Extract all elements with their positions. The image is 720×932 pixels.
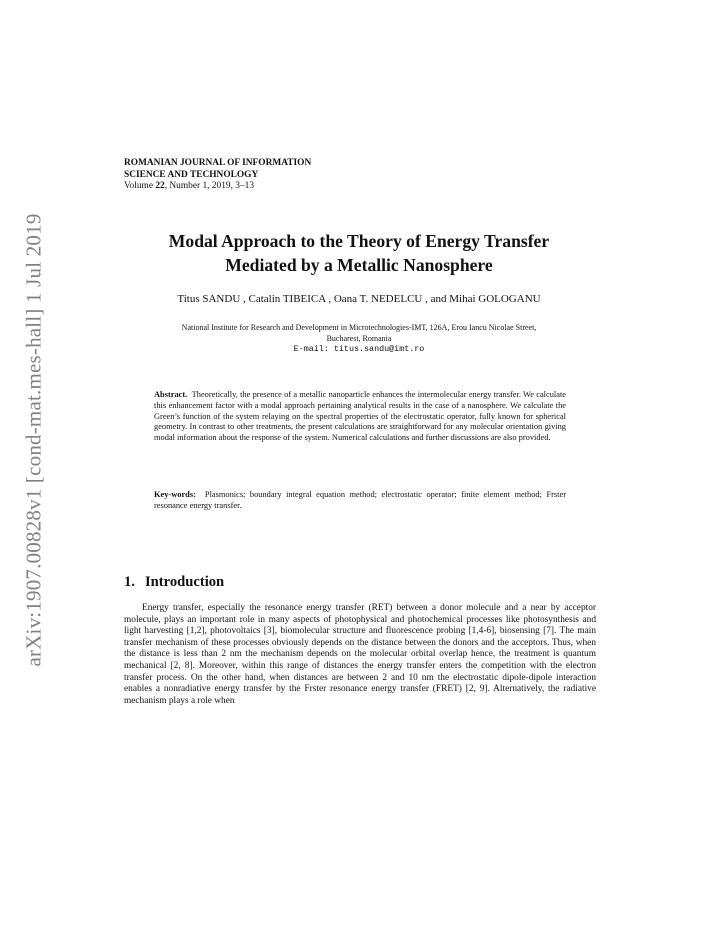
title-line2: Mediated by a Metallic Nanosphere bbox=[225, 254, 493, 275]
journal-volume bbox=[124, 181, 311, 193]
volume-number: 22 bbox=[155, 181, 165, 191]
affiliation bbox=[124, 322, 594, 355]
keywords bbox=[154, 490, 566, 512]
keywords-text: Plasmonics; boundary integral equation method; electrostatic operator; finite element method; Frster resonance energy transfer. bbox=[154, 490, 566, 510]
section-title: Introduction bbox=[144, 574, 225, 590]
affiliation-line2: Bucharest, Romania bbox=[326, 334, 392, 343]
contact-email: E-mail: titus.sandu@imt.ro bbox=[293, 344, 425, 354]
author-list: Titus SANDU , Catalin TIBEICA , Oana T. NEDELCU , and Mihai GOLOGANU bbox=[177, 293, 541, 305]
title-line1: Modal Approach to the Theory of Energy Transfer bbox=[168, 231, 550, 251]
section-heading-introduction bbox=[124, 574, 224, 591]
paper-title bbox=[124, 230, 594, 277]
volume-prefix: Volume bbox=[124, 181, 156, 191]
abstract-label: Abstract. bbox=[154, 390, 188, 399]
abstract bbox=[154, 390, 566, 444]
introduction-paragraph: Energy transfer, especially the resonance energy transfer (RET) between a donor molecule and a near by acceptor molecule, plays an important role in many aspects of photophysical and photochemical processes like photosynthesis and light harvesting [1,2], photovoltaics [3], biomolecular structure and fluorescence probing [1,4-6], biosensing [7]. The main transfer mechanism of these processes obviously depends on the distance between the donors and the acceptors. Thus, when the distance is less than 2 nm the mechanism depends on the molecular orbital overlap hence, the treatment is quantum mechanical [2, 8]. Moreover, within this range of distances the energy transfer enters the competition with the electron transfer process. On the other hand, when distances are between 2 and 10 nm the electrostatic dipole-dipole interaction enables a nonradiative energy transfer by the Frster resonance energy transfer (FRET) [2, 9]. Alternatively, the radiative mechanism plays a role when bbox=[124, 603, 596, 706]
section-number: 1. bbox=[124, 574, 135, 590]
keywords-label: Key-words: bbox=[154, 490, 196, 499]
journal-name-line1: ROMANIAN JOURNAL OF INFORMATION bbox=[124, 158, 312, 168]
volume-suffix: , Number 1, 2019, 3–13 bbox=[164, 181, 255, 191]
affiliation-line1: National Institute for Research and Development in Microtechnologies-IMT, 126A, Erou Iancu Nicolae Street, bbox=[181, 323, 537, 332]
journal-header bbox=[124, 158, 311, 193]
abstract-text: Theoretically, the presence of a metallic nanoparticle enhances the intermolecular energy transfer. We calculate this enhancement factor with a modal approach pertaining analytical results in the case of a nanosphere. We calculate the Green’s function of the system relaying on the spectral properties of the electrostatic operator, fully known for spherical geometry. In contrast to other treatments, the present calculations are straightforward for any molecular orientation giving modal information about the response of the system. Numerical calculations and further discussions are also provided. bbox=[154, 390, 566, 443]
arxiv-identifier-stamp: arXiv:1907.00828v1 [cond-mat.mes-hall] 1 Jul 2019 bbox=[21, 213, 46, 667]
journal-name-line2: SCIENCE AND TECHNOLOGY bbox=[124, 169, 259, 180]
